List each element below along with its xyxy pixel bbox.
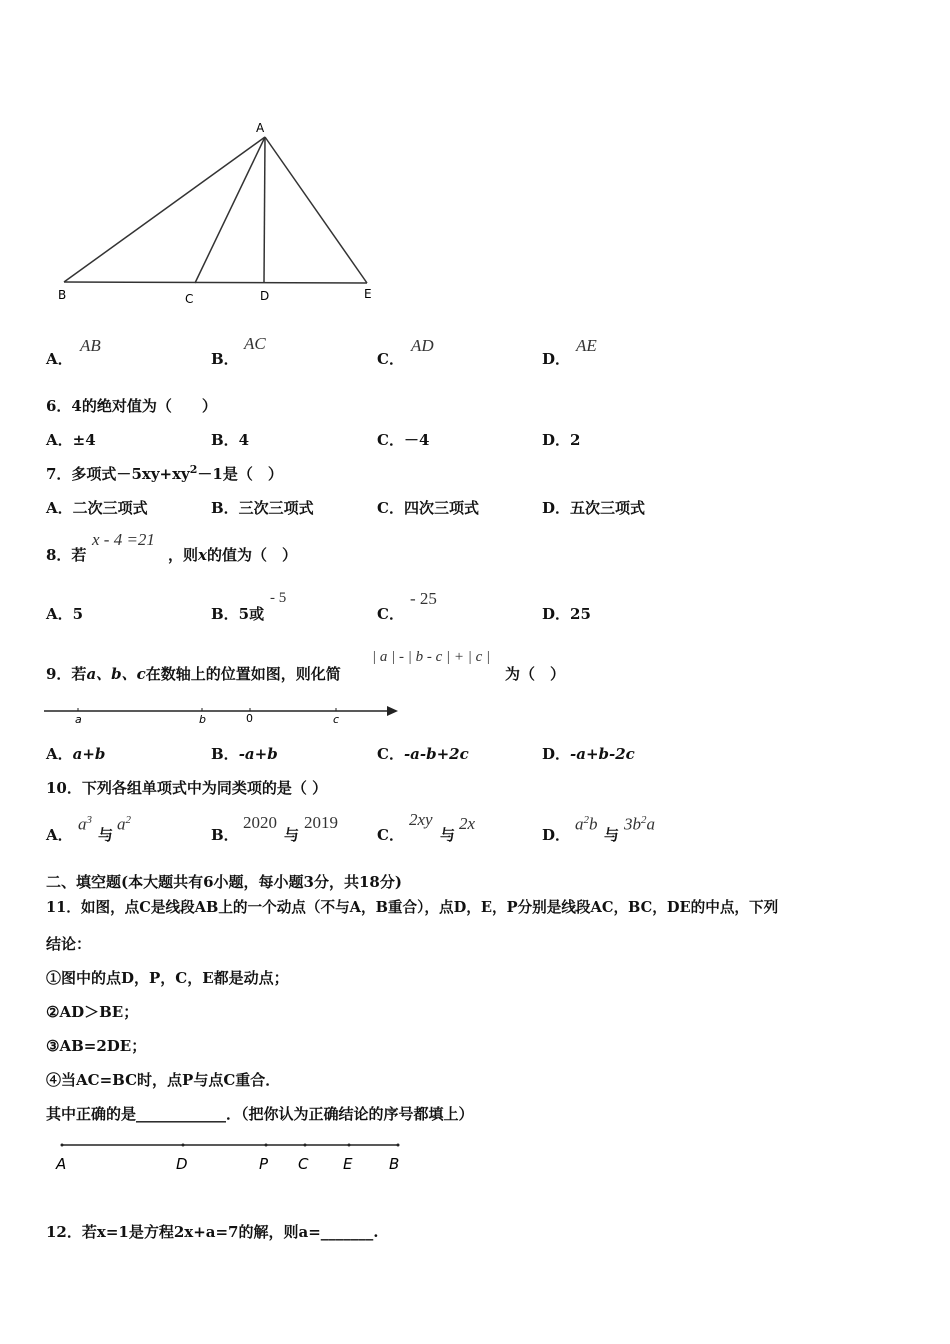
q11-answer-blank[interactable]: 其中正确的是____________．（把你认为正确结论的序号都填上） (46, 1105, 474, 1123)
q11-statement-2: ②AD＞BE； (46, 1003, 139, 1021)
q7-option-c[interactable]: C．四次三项式 (377, 499, 479, 517)
q8-option-b[interactable]: B．5或 (211, 605, 265, 623)
q10-option-c-right: 2x (459, 814, 476, 833)
segment-label-B: B (389, 1155, 400, 1173)
q7-option-d[interactable]: D．五次三项式 (542, 499, 646, 517)
q5-option-d[interactable]: D． (542, 350, 571, 368)
q5-option-b[interactable]: B． (211, 350, 239, 368)
segment-label-E: E (343, 1155, 353, 1173)
q10-option-b-left: 2020 (243, 813, 277, 832)
q9-suffix: 为（ ） (505, 665, 566, 683)
q5-option-b-math: AC (244, 334, 266, 353)
section-heading: 二、填空题(本大题共有6小题，每小题3分，共18分) (46, 873, 402, 891)
q9-number-line (40, 700, 410, 730)
q5-option-a-math: AB (80, 336, 101, 355)
q10-option-b-yu: 与 (284, 826, 300, 844)
q8-option-b-math: - 5 (270, 590, 287, 606)
numberline-label-b: b (199, 713, 206, 726)
segment-label-D: D (176, 1155, 188, 1173)
q11-stem-line2: 结论： (46, 935, 92, 953)
numberline-label-zero: 0 (246, 712, 253, 725)
q11-stem-line1: 11．如图，点C是线段AB上的一个动点（不与A，B重合），点D，E，P分别是线段AC，BC，DE的中点，下列 (46, 899, 779, 916)
q7-stem: 7．多项式$-5xy+xy^2-1$是（ ） (46, 463, 283, 483)
label-B: B (58, 288, 67, 302)
segment-label-P: P (259, 1155, 269, 1173)
label-A: A (256, 121, 265, 135)
q10-option-d-left: $a^2b$ (575, 814, 598, 834)
q10-option-a-left: $a^3$ (78, 814, 92, 834)
q8-prefix: 8．若 (46, 546, 87, 564)
segment-label-A: A (56, 1155, 67, 1173)
q10-stem: 10．下列各组单项式中为同类项的是（ ） (46, 779, 328, 797)
q11-statement-4: ④当AC=BC时，点P与点C重合． (46, 1071, 281, 1089)
q9-option-b[interactable]: B．-a+b (211, 745, 278, 763)
q10-option-b[interactable]: B． (211, 826, 239, 844)
q8-option-c[interactable]: C． (377, 605, 404, 623)
q10-option-a-right: $a^2$ (117, 814, 131, 834)
q5-option-d-math: AE (576, 336, 597, 355)
q8-equation: x - 4 =21 (92, 530, 155, 549)
q10-option-a-yu: 与 (98, 826, 114, 844)
q9-option-d[interactable]: D．-a+b-2c (542, 745, 635, 763)
q5-option-c[interactable]: C． (377, 350, 404, 368)
q7-option-b[interactable]: B．三次三项式 (211, 499, 314, 517)
q5-option-c-math: AD (411, 336, 434, 355)
q8-option-a[interactable]: A．5 (46, 605, 84, 623)
q10-option-a[interactable]: A． (46, 826, 73, 844)
label-E: E (364, 287, 372, 301)
q10-option-b-right: 2019 (304, 813, 338, 832)
q11-statement-3: ③AB=2DE； (46, 1037, 147, 1055)
q9-expression: | a | - | b - c | + | c | (372, 649, 491, 665)
q10-option-d[interactable]: D． (542, 826, 571, 844)
triangle-figure (40, 110, 400, 310)
q6-stem: 6．4的绝对值为（ ） (46, 397, 217, 415)
q6-option-a[interactable]: A．±4 (46, 431, 96, 449)
q9-option-c[interactable]: C．-a-b+2c (377, 745, 469, 763)
numberline-label-a: a (75, 713, 82, 726)
q8-suffix: ，则x的值为（ ） (168, 546, 297, 564)
numberline-label-c: c (333, 713, 340, 726)
q6-option-b[interactable]: B．4 (211, 431, 250, 449)
q10-option-c-left: 2xy (409, 810, 433, 829)
q6-option-d[interactable]: D．2 (542, 431, 581, 449)
q11-statement-1: ①图中的点D，P，C，E都是动点； (46, 969, 289, 987)
q9-option-a[interactable]: A．a+b (46, 745, 106, 763)
q6-option-c[interactable]: C．－4 (377, 431, 430, 449)
q9-stem: 9．若a、b、c在数轴上的位置如图，则化简 (46, 665, 341, 683)
q7-option-a[interactable]: A．二次三项式 (46, 499, 148, 517)
q10-option-d-right: $3b^2a$ (624, 814, 655, 834)
q10-option-c-yu: 与 (440, 826, 456, 844)
segment-label-C: C (298, 1155, 309, 1173)
q10-option-c[interactable]: C． (377, 826, 404, 844)
q5-option-a[interactable]: A． (46, 350, 73, 368)
q11-segment-figure (40, 1135, 420, 1180)
q8-option-c-math: - 25 (410, 589, 437, 608)
q12-stem[interactable]: 12．若x=1是方程2x+a=7的解，则a=_______. (46, 1223, 379, 1241)
label-C: C (185, 292, 194, 306)
label-D: D (260, 289, 270, 303)
q8-option-d[interactable]: D．25 (542, 605, 591, 623)
q10-option-d-yu: 与 (604, 826, 620, 844)
